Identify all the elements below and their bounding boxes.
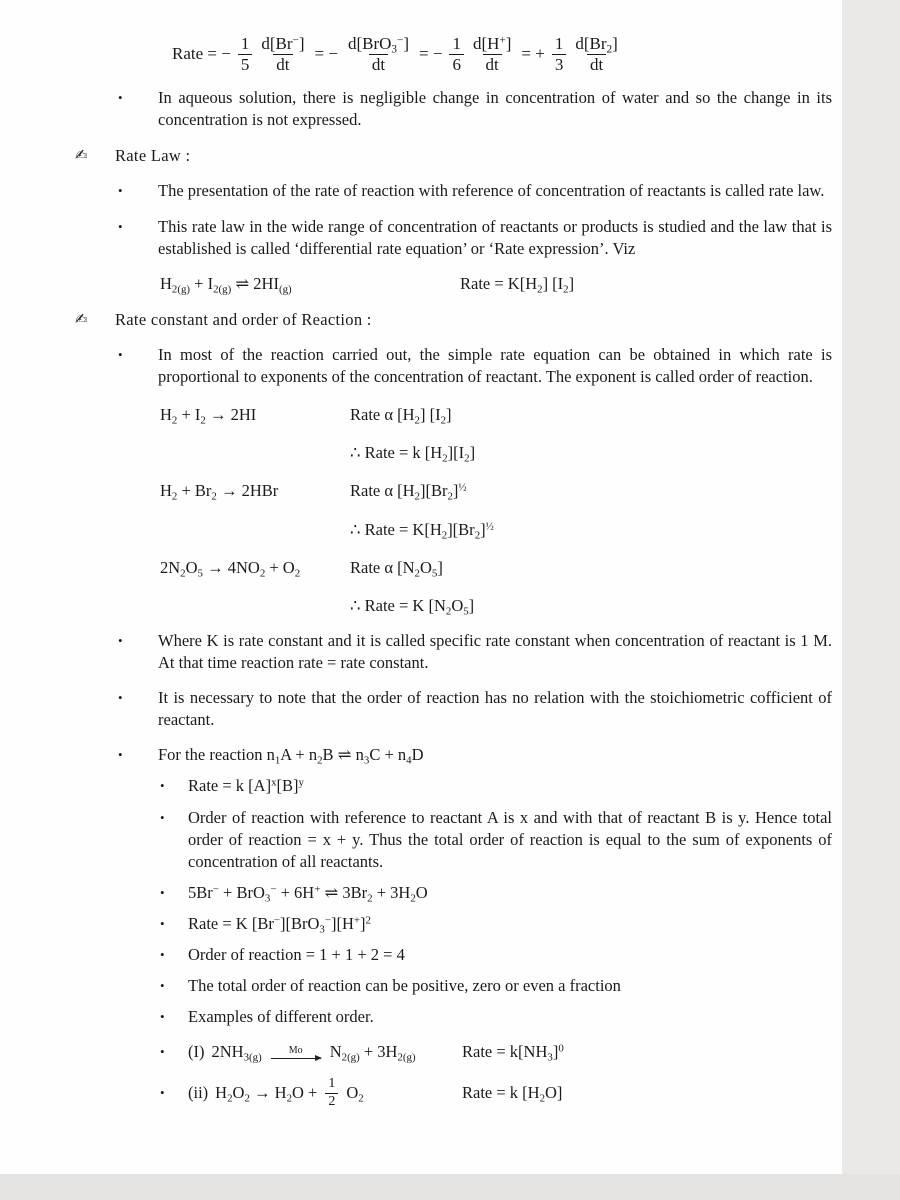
equation-rate: Rate α $[H_2][Br_2]^{\frac{1}{2}}$ [350,481,467,503]
fraction [449,34,464,74]
denominator: dt [369,54,388,75]
reaction-rhs: $O_2$ [346,1083,364,1105]
pen-marker-icon: ✍ [75,146,88,165]
equation-group-n2o5 [0,557,900,617]
bullet-icon [160,975,188,997]
fraction [345,34,412,74]
bullet-text: Where K is rate constant and it is called specific rate constant when concentration of reactant is 1 M. At that time reaction rate = rate constant. [158,630,832,672]
denominator: 5 [238,54,253,75]
sub-bullet-examples [160,1006,832,1028]
bullet-text: Examples of different order. [188,1007,374,1027]
net-rate-formula [168,34,900,74]
equation-rate: ∴ Rate = K $[N_2O_5]$ [350,595,475,617]
bullet-item-presentation [118,180,832,202]
bullet-icon [118,344,158,388]
example-1 [160,1041,832,1063]
equation-rate: Rate α $[N_2O_5]$ [350,557,443,579]
formula-text: = − [419,43,443,63]
bullet-icon [118,87,158,131]
bullet-item-where-k [118,630,832,674]
example-2 [160,1076,832,1109]
fraction [572,34,620,74]
denominator: 3 [552,54,567,75]
reaction-lhs: $2NH_{3(g)}$ [211,1042,262,1064]
equation-hi [160,273,900,295]
numerator: d[BrO$_3$−] [347,34,409,56]
bullet-text: Order of reaction with reference to reactant A is x and with that of reactant B is y. Hence total order of reaction = x + y. Thus the total order of reaction is equal to the sum of exponents of concentration of all reactants. [188,807,832,871]
denominator: 6 [449,54,464,75]
numerator: 1 [240,34,250,53]
arrow-icon [271,1058,321,1059]
reaction-lhs: $H_2O_2 \to H_2O$ + [215,1083,318,1105]
bullet-icon [160,807,188,873]
section-title: Rate constant and order of Reaction : [115,309,372,329]
example-label: (I) [188,1042,205,1062]
bullet-text: Order of reaction = 1 + 1 + 2 = 4 [188,945,405,965]
sub-bullet-rate-k [160,775,832,797]
fraction [470,34,514,74]
bullet-icon [118,744,158,766]
bullet-icon [160,882,188,904]
fraction [325,1076,338,1109]
bullet-icon [160,1006,188,1028]
numerator: d[H+] [472,34,512,53]
equation-row [160,557,900,579]
equation-row [160,595,900,617]
bullet-icon [160,1041,188,1063]
equation-left: $H_2 + I_2 \to 2HI$ [160,405,257,427]
heading-rate-law [75,145,900,167]
sub-bullet-total-order [160,975,832,997]
bullet-icon [118,687,158,731]
bullet-text: In aqueous solution, there is negligible change in concentration of water and so the change in its concentration is not expressed. [158,88,832,130]
sub-bullet-br-equation [160,882,832,904]
bullet-text: It is necessary to note that the order of reaction has no relation with the stoichiometric cofficient of reactant. [158,688,832,730]
bullet-icon [160,775,188,797]
sub-bullet-rate-br [160,913,832,935]
numerator: 1 [328,1076,336,1092]
fraction [258,34,307,74]
bullet-text: The total order of reaction can be positive, zero or even a fraction [188,976,621,996]
numerator: 1 [452,34,461,53]
equation-left: $H_2 + Br_2 \to 2HBr$ [160,481,279,503]
catalyst-arrow-icon [271,1046,321,1059]
equation-rate: Rate = k $[H_2O]$ [462,1083,563,1105]
numerator: $d[Br_2]$ [575,34,618,56]
denominator: 2 [325,1093,338,1110]
fraction [552,34,567,74]
bullet-text: Rate = K $[Br^-][BrO_3^-][H^+]^2$ [188,913,371,936]
bullet-item-wide-range [118,216,832,260]
formula-text: = + [521,43,545,63]
bullet-icon [118,180,158,202]
sub-bullet-order-sum [160,944,832,966]
bullet-item-aqueous [118,87,832,131]
denominator: dt [587,54,606,75]
bullet-icon [118,216,158,260]
bullet-icon [160,913,188,935]
denominator: dt [483,54,502,75]
equation-row [160,519,900,541]
example-reaction [188,1041,462,1063]
equation-row [160,442,900,464]
equation-group-h2-br2 [0,480,900,540]
equation-row [160,404,900,426]
heading-rate-constant [75,309,900,331]
formula-text: Rate = − [172,43,231,63]
bullet-item-necessary [118,687,832,731]
bullet-text: The presentation of the rate of reaction with reference of concentration of reactants is called rate law. [158,181,825,201]
bullet-item-in-most [118,344,832,388]
equation-rate: Rate α $[H_2]$ $[I_2]$ [350,405,452,427]
sub-bullet-order-xy [160,807,832,873]
bullet-text: Rate = k $[A]^x[B]^y$ [188,776,304,796]
fraction [238,34,253,74]
equation-left: $2N_2O_5 \to 4NO_2 + O_2$ [160,557,301,579]
bullet-text: 5Br− + BrO$_3$− + 6H+ ⇌ $3Br_2 + 3H_2O$ [188,882,428,905]
bullet-text: This rate law in the wide range of concentration of reactants or products is studied and the law that is established is called ‘differential rate equation’ or ‘Rate expression’. Viz [158,216,832,258]
numerator: 1 [554,34,564,53]
equation-rate: ∴ Rate = $K[H_2][Br_2]^{\frac{1}{2}}$ [350,519,494,541]
equation-rate: Rate = $k[NH_3]^0$ [462,1042,564,1064]
pen-marker-icon: ✍ [75,309,88,328]
bullet-icon [160,944,188,966]
numerator: d[Br−] [261,34,305,53]
section-title: Rate Law : [115,146,191,166]
example-label: (ii) [188,1083,209,1103]
reaction-rhs: $N_{2(g)} + 3H_{2(g)}$ [329,1042,416,1064]
catalyst-label: Mo [288,1044,303,1056]
bullet-text: For the reaction $n_1A + n_2B$ ⇌ $n_3C + n_4D$ [158,745,424,767]
bullet-icon [118,630,158,674]
bullet-item-for-reaction [118,744,832,766]
equation-rate: Rate = $K[H_2]$ $[I_2]$ [460,273,575,296]
equation-row [160,480,900,502]
equation-left: $H_{2(g)} + I_{2(g)}$ ⇌ $2HI_{(g)}$ [160,273,292,296]
denominator: dt [273,54,292,75]
equation-rate: ∴ Rate = k $[H_2][I_2]$ [350,443,476,465]
formula-text: = − [314,43,338,63]
example-reaction [188,1076,462,1109]
scan-edge-bottom [0,1174,900,1200]
equation-group-h2-i2 [0,404,900,464]
bullet-text: In most of the reaction carried out, the simple rate equation can be obtained in which rate is proportional to exponents of the concentration of reactant. The exponent is called order of reaction. [158,344,832,387]
bullet-icon [160,1082,188,1104]
